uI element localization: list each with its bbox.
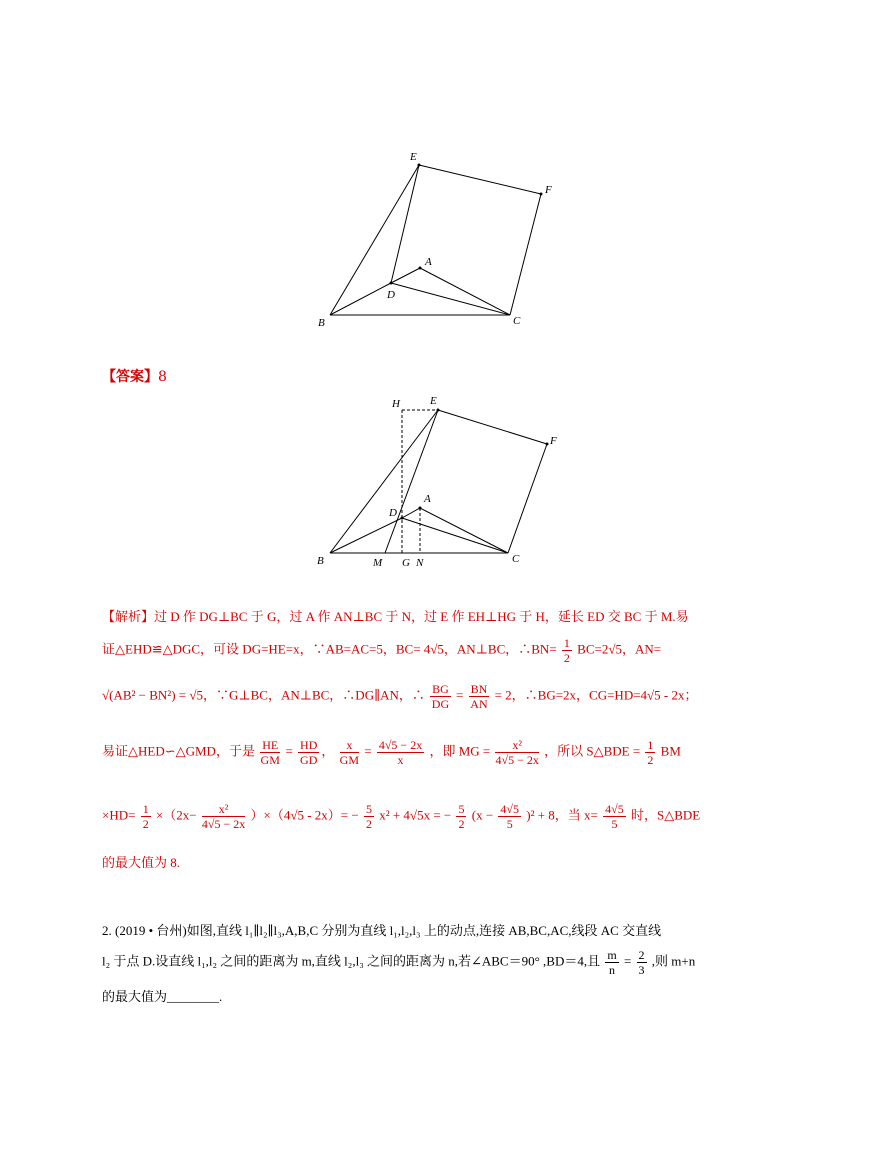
solution-text: ）×（4√5 - 2x）= − [250,807,359,823]
fraction: $\frac{4√5 - 2x}{x}$ [378,738,423,767]
point-label-b: B [318,317,325,329]
solution-text: 易证△HED∽△GMD，于是 [102,743,255,759]
point-label-a-2: A [424,493,431,505]
segment-em-2 [385,410,438,553]
segment-be [330,165,419,315]
fraction: $\frac{x}{GM}$ [339,738,359,767]
figure-2 [330,410,547,553]
fraction: $\frac{\text{x²}}{4√5 - 2x}$ [495,738,539,767]
segment-fc-2 [508,444,547,553]
segment-ac [420,268,510,315]
solution-text: ，所以 S△BDE = [544,743,641,759]
solution-text: ，即 MG = [429,743,491,759]
question-text: 2. (2019 • 台州)如图,直线 l₁∥l₂∥l₃,A,B,C 分别为直线 l₁,l₂,l₃ 上的动点,连接 AB,BC,AC,线段 AC 交直线 [102,923,662,938]
point-label-m: M [373,557,383,569]
point-label-h: H [392,398,400,410]
point-label-e-2: E [430,395,437,407]
fraction: $\frac{5}{2}$ [458,802,465,831]
fraction: $\frac{\text{x²}}{4√5 - 2x}$ [201,802,246,831]
solution-text: 的最大值为 8. [102,855,181,870]
question-2-line-1 [102,920,661,942]
solution-text: = 2，∴BG=2x，CG=HD=4√5 - 2x； [494,687,698,703]
point-label-d-2: D [389,507,397,519]
solution-line-2 [102,636,661,665]
fraction: $\frac{BN}{AN}$ [470,682,488,711]
answer-line [102,366,167,386]
segment-ef [419,165,541,194]
fraction: $\frac{5}{2}$ [365,802,372,831]
fraction: $\frac{BG}{DG}$ [431,682,450,711]
segment-be-2 [330,410,438,553]
fraction: $\frac{4√5}{5}$ [605,802,624,831]
segment-ed [391,165,419,283]
fraction: $\frac{HD}{GD}$ [300,738,318,767]
answer-prefix: 【答案】 [102,369,158,385]
point-label-f-2: F [550,435,557,447]
solution-text: 【解析】过 D 作 DG⊥BC 于 G，过 A 作 AN⊥BC 于 N，过 E 作 EH⊥HG 于 H，延长 ED 交 BC 于 M.易 [102,609,689,624]
question-2-line-2 [102,948,695,977]
point-label-a: A [425,256,432,268]
solution-text: (x − [471,807,494,823]
segment-ef-2 [438,410,547,444]
segment-da [391,268,420,283]
fraction: $\frac{1}{2}$ [563,636,570,665]
solution-line-1 [102,606,689,628]
solution-text: 时，S△BDE [630,807,701,823]
question-text: 的最大值为________. [102,989,223,1004]
answer-value: 8 [158,369,167,385]
point-label-f: F [545,184,552,196]
segment-da-2 [402,508,420,518]
segment-ac-2 [420,508,508,553]
point-label-b-2: B [317,555,324,567]
solution-text: x² + 4√5x = − [379,807,452,823]
segment-fc [510,194,541,315]
solution-line-3 [102,682,698,711]
fraction: $\frac{1}{2}$ [142,802,149,831]
solution-text: √(AB² − BN²) = √5，∵G⊥BC，AN⊥BC，∴DG∥AN，∴ [102,687,425,703]
fraction: $\frac{m}{n}$ [607,948,617,977]
equals-sign: = [456,687,464,703]
fraction: $\frac{HE}{GM}$ [260,738,280,767]
segment-dc [391,283,510,315]
point-label-g: G [402,557,410,569]
solution-text: 证△EHD≌△DGC，可设 DG=HE=x，∵AB=AC=5，BC= 4√5，AN⊥BC，∴BN= [102,641,557,657]
point-label-n: N [416,557,424,569]
equals-sign: = [623,953,632,969]
point-label-e: E [410,151,417,163]
solution-text: ×（2x− [155,807,197,823]
question-2-line-3 [102,986,222,1008]
equals-sign: = [364,743,372,759]
solution-line-5 [102,802,700,831]
solution-text: )² + 8，当 x= [526,807,598,823]
solution-text: BC=2√5，AN= [577,641,662,657]
solution-line-6 [102,852,180,874]
fraction: $\frac{4√5}{5}$ [500,802,519,831]
question-text: ,则 m+n [651,953,696,969]
point-label-c: C [513,315,521,327]
solution-line-4: 易证△HED∽△GMD，于是 $\frac{HE}{GM}$ = $\frac{HD}{GD}$ ， $\frac{x}{GM}$ = $\frac{4√5 - 2x}{x}$ ，即 MG = $\frac{\text{x²}}{4√5 - 2x}$ ，所以 S△BDE = $\frac{1}{2}$ BM [102,738,681,767]
solution-text: BM [660,743,681,759]
point-label-d: D [387,289,395,301]
point-label-c-2: C [512,553,520,565]
segment-dc-2 [402,518,508,553]
question-text: l₂ 于点 D.设直线 l₁,l₂ 之间的距离为 m,直线 l₂,l₃ 之间的距离为 n,若∠ABC＝90° ,BD＝4,且 [102,953,601,969]
equals-sign: = [285,743,293,759]
fraction: $\frac{2}{3}$ [638,948,645,977]
fraction: $\frac{1}{2}$ [647,738,654,767]
solution-text: ×HD= [102,807,136,823]
